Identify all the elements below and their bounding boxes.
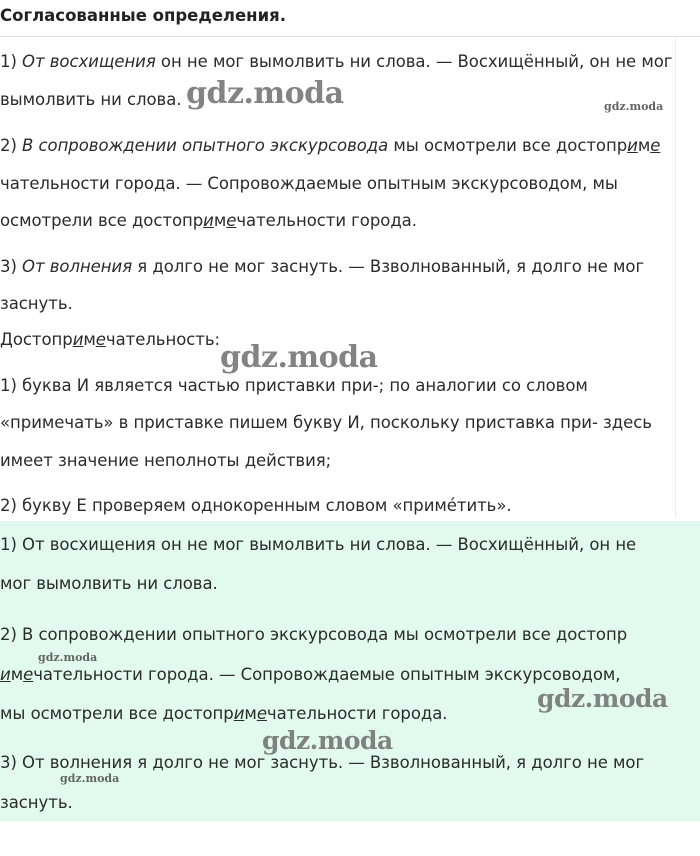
highlighted-letter: е [650, 136, 661, 155]
answer-3-line-2: заснуть. [0, 793, 73, 812]
watermark: gdz.moda [262, 726, 393, 755]
answer-2-line-3 [0, 704, 448, 723]
section-heading: Согласованные определения. [0, 6, 286, 25]
divider [0, 36, 700, 37]
word-part: Достопр [0, 330, 73, 349]
example-1-line-2: вымолвить ни слова. [0, 90, 182, 109]
column-divider [675, 38, 676, 518]
watermark: gdz.moda [220, 340, 378, 375]
watermark: gdz.moda [537, 684, 668, 713]
highlighted-letter: и [627, 136, 638, 155]
item-number: 3) [0, 257, 23, 276]
sentence-text: мы осмотрели все достопр [0, 704, 234, 723]
sentence-text: он не мог вымолвить ни слова. — Восхищённый, он не мог [155, 52, 673, 71]
italic-phrase: От волнения [22, 257, 133, 276]
highlighted-letter: е [226, 211, 237, 230]
watermark-small: gdz.moda [38, 651, 98, 664]
highlighted-letter: е [95, 330, 106, 349]
answer-1-line-2: мог вымолвить ни слова. [0, 574, 218, 593]
highlighted-letter: и [0, 665, 11, 684]
word-part: чательность: [105, 330, 221, 349]
italic-phrase: От восхищения [22, 52, 156, 71]
watermark-small: gdz.moda [604, 100, 664, 113]
letter: м [10, 665, 24, 684]
word-heading [0, 330, 220, 349]
letter: м [213, 211, 227, 230]
example-3-line-2: заснуть. [0, 294, 73, 313]
watermark-small: gdz.moda [60, 772, 120, 785]
rule-1-line-2: «примечать» в приставке пишем букву И, поскольку приставка при- здесь [0, 413, 652, 432]
sentence-text: я долго не мог заснуть. — Взволнованный, я долго не мог [132, 257, 645, 276]
sentence-text: мы осмотрели все достопр [388, 136, 628, 155]
answer-2-line-1: 2) В сопровождении опытного экскурсовода мы осмотрели все достопр [0, 625, 628, 644]
sentence-text: осмотрели все достопр [0, 211, 204, 230]
sentence-text: чательности города. — Сопровождаемые опытным экскурсоводом, [33, 665, 621, 684]
rule-1-line-1: 1) буква И является частью приставки при-; по аналогии со словом [0, 376, 588, 395]
letter: м [637, 136, 651, 155]
example-2-line-3 [0, 211, 417, 230]
italic-phrase: В сопровождении опытного экскурсовода [22, 136, 389, 155]
letter: м [244, 704, 257, 723]
highlighted-letter: е [256, 704, 267, 723]
rule-2: 2) букву Е проверяем однокоренным словом «примéтить». [0, 496, 512, 515]
sentence-text: чательности города. [236, 211, 417, 230]
sentence-text: чательности города. [266, 704, 448, 723]
highlighted-letter: и [72, 330, 84, 349]
highlighted-letter: е [23, 665, 34, 684]
item-number: 1) [0, 52, 23, 71]
highlighted-letter: и [233, 704, 245, 723]
answer-1-line-1: 1) От восхищения он не мог вымолвить ни слова. — Восхищённый, он не [0, 535, 637, 554]
example-2-line-1 [0, 136, 660, 155]
rule-1-line-3: имеет значение неполноты действия; [0, 451, 332, 470]
item-number: 2) [0, 136, 23, 155]
example-3-line-1 [0, 257, 644, 276]
answer-3-line-1: 3) От волнения я долго не мог заснуть. — Взволнованный, я долго не мог [0, 753, 645, 772]
answer-2-line-2 [0, 665, 620, 684]
watermark: gdz.moda [186, 76, 344, 111]
letter: м [83, 330, 96, 349]
highlighted-letter: и [203, 211, 214, 230]
example-1-line-1 [0, 52, 672, 71]
example-2-line-2: чательности города. — Сопровождаемые опытным экскурсоводом, мы [0, 174, 618, 193]
